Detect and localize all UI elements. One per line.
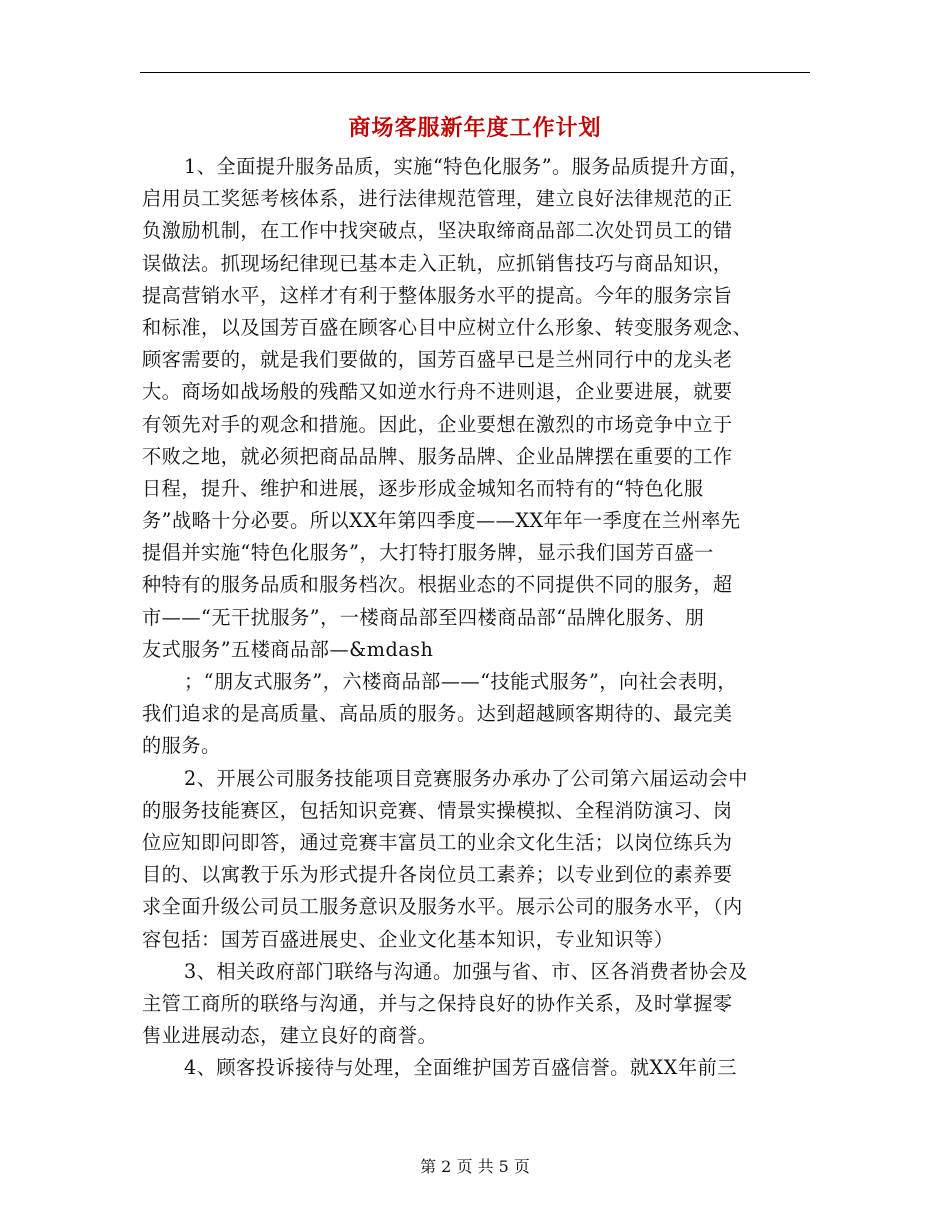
text-line: 4、顾客投诉接待与处理，全面维护国芳百盛信誉。就XX年前三	[184, 1056, 737, 1080]
text-line: 售业进展动态，建立良好的商誉。	[142, 1024, 438, 1048]
document-body	[142, 151, 812, 1084]
text-line: 种特有的服务品质和服务档次。根据业态的不同提供不同的服务，超	[142, 573, 733, 597]
text-line: 务”战略十分必要。所以XX年第四季度——XX年年一季度在兰州率先	[142, 509, 741, 533]
text-line: 负激励机制，在工作中找突破点，坚决取缔商品部二次处罚员工的错	[142, 219, 733, 243]
text-line: 启用员工奖惩考核体系，进行法律规范管理，建立良好法律规范的正	[142, 187, 733, 211]
text-line: 2、开展公司服务技能项目竞赛服务办承办了公司第六届运动会中	[184, 766, 748, 790]
text-line: 容包括：国芳百盛进展史、企业文化基本知识，专业知识等）	[142, 927, 674, 951]
text-line: 主管工商所的联络与沟通，并与之保持良好的协作关系，及时掌握零	[142, 991, 733, 1015]
text-line: 和标准，以及国芳百盛在顾客心目中应树立什么形象、转变服务观念、	[142, 315, 753, 339]
text-line: 目的、以寓教于乐为形式提升各岗位员工素养；以专业到位的素养要	[142, 863, 733, 887]
text-line: 市——“无干扰服务”，一楼商品部至四楼商品部“品牌化服务、朋	[142, 605, 705, 629]
page-footer: 第 2 页 共 5 页	[420, 1157, 530, 1176]
text-line: 位应知即问即答，通过竞赛丰富员工的业余文化生活；以岗位练兵为	[142, 830, 733, 854]
text-line: ；“朋友式服务”，六楼商品部——“技能式服务”，向社会表明，	[184, 670, 738, 693]
text-line: 3、相关政府部门联络与沟通。加强与省、市、区各消费者协会及	[184, 959, 748, 983]
text-line: 顾客需要的，就是我们要做的，国芳百盛早已是兰州同行中的龙头老	[142, 348, 733, 372]
text-line: 的服务技能赛区，包括知识竞赛、情景实操模拟、全程消防演习、岗	[142, 798, 733, 822]
text-line: 的服务。	[142, 734, 221, 758]
text-line: 有领先对手的观念和措施。因此，企业要想在激烈的市场竞争中立于	[142, 412, 733, 436]
text-line: 提倡并实施“特色化服务”，大打特打服务牌，显示我们国芳百盛一	[142, 541, 714, 565]
text-line: 不败之地，就必须把商品品牌、服务品牌、企业品牌摆在重要的工作	[142, 444, 733, 468]
text-line: 提高营销水平，这样才有利于整体服务水平的提高。今年的服务宗旨	[142, 283, 733, 307]
document-title: 商场客服新年度工作计划	[348, 116, 602, 141]
text-line: 1、全面提升服务品质，实施“特色化服务”。服务品质提升方面，	[184, 155, 749, 178]
text-line: 误做法。抓现场纪律现已基本走入正轨，应抓销售技巧与商品知识，	[142, 251, 733, 275]
text-line: 友式服务”五楼商品部—&mdash	[142, 637, 434, 661]
text-line: 大。商场如战场般的残酷又如逆水行舟不进则退，企业要进展，就要	[142, 380, 733, 404]
header-rule	[140, 72, 810, 73]
text-line: 日程，提升、维护和进展，逐步形成金城知名而特有的“特色化服	[142, 476, 704, 500]
text-line: 求全面升级公司员工服务意识及服务水平。展示公司的服务水平，（内	[142, 895, 743, 919]
text-line: 我们追求的是高质量、高品质的服务。达到超越顾客期待的、最完美	[142, 702, 733, 726]
